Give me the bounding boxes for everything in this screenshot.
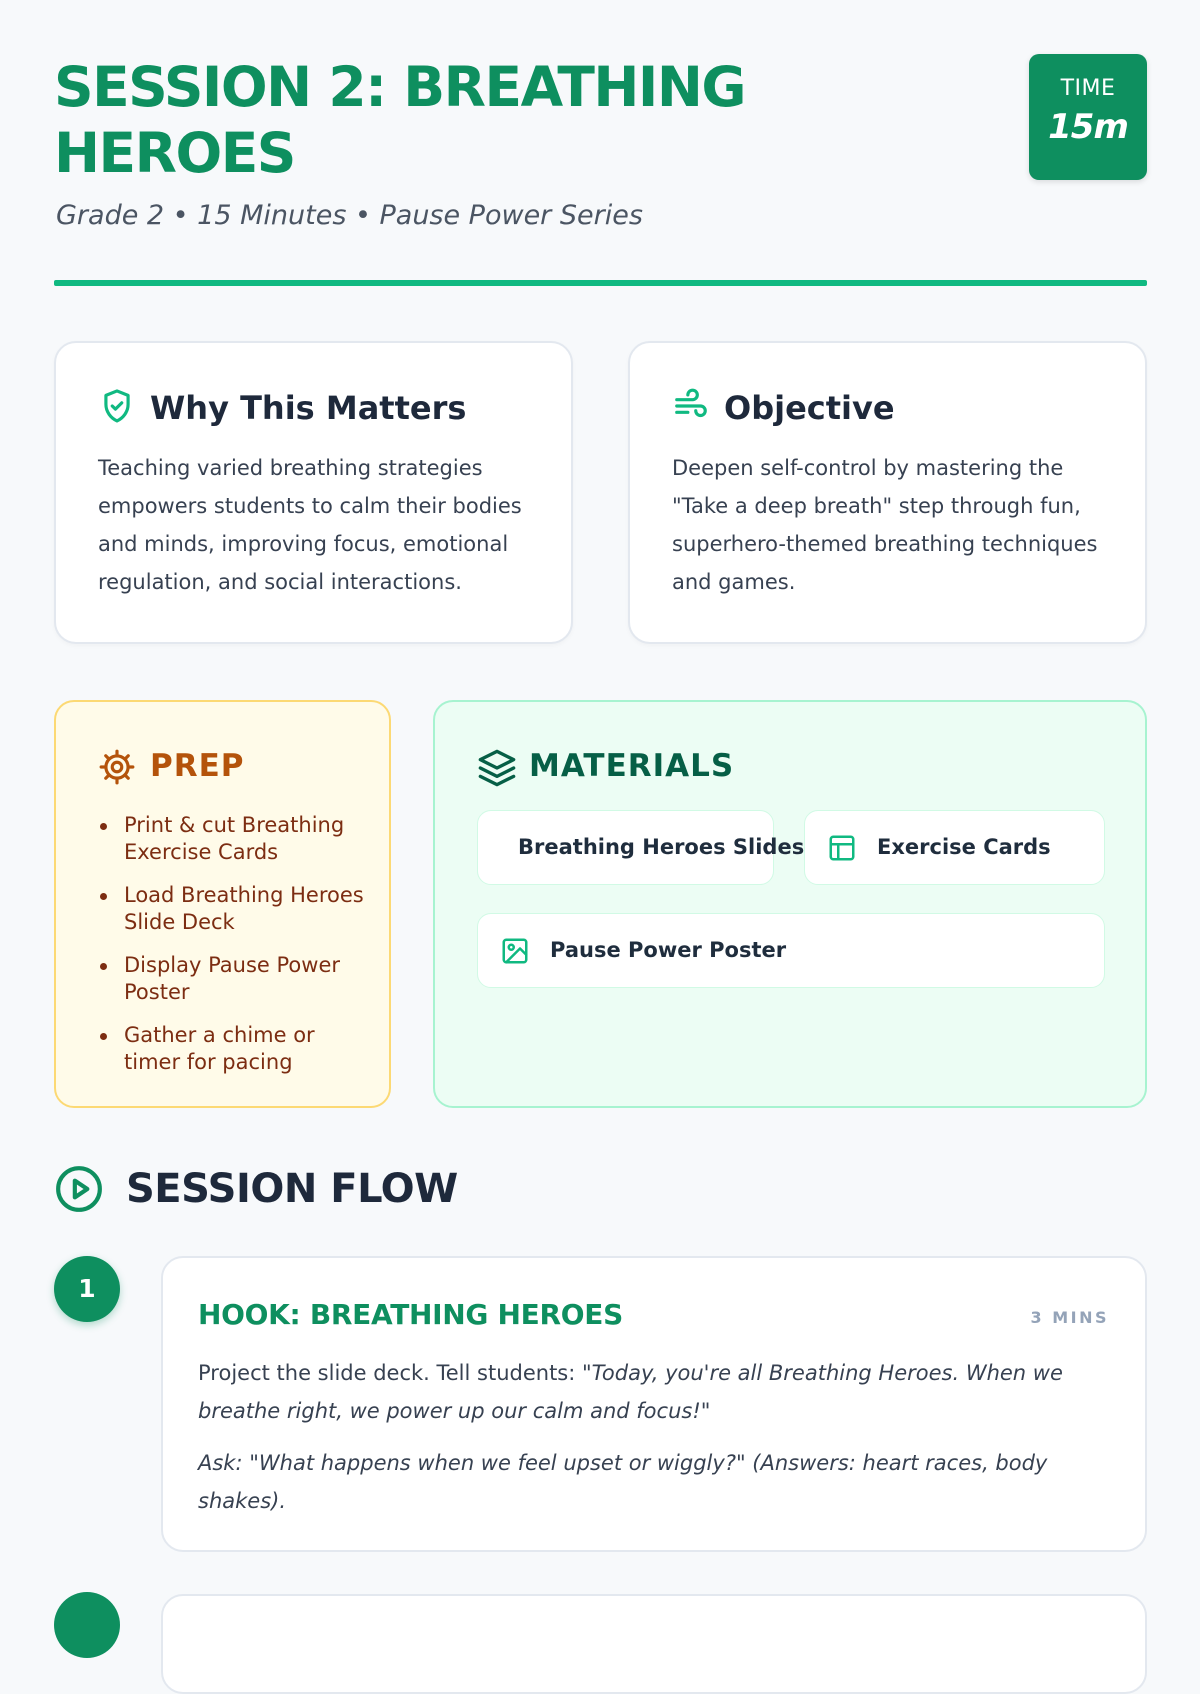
step-duration: 3 MINS [1030, 1308, 1109, 1327]
session-flow-title: SESSION FLOW [126, 1166, 458, 1212]
material-poster[interactable] [477, 913, 1105, 988]
step-number [54, 1592, 120, 1658]
materials-card [433, 700, 1147, 1108]
material-label: Breathing Heroes Slides [518, 835, 805, 859]
materials-title: MATERIALS [529, 748, 735, 784]
prep-item: Print & cut Breathing Exercise Cards [100, 812, 369, 866]
material-label: Pause Power Poster [550, 938, 787, 962]
image-icon [500, 936, 530, 966]
step-card [161, 1256, 1147, 1552]
prep-title: PREP [150, 748, 245, 784]
page-header [54, 54, 1147, 288]
step-card [161, 1594, 1147, 1694]
material-exercise-cards[interactable] [804, 810, 1105, 885]
layers-icon [477, 748, 517, 788]
step-instruction-lead: Project the slide deck. Tell students: [198, 1361, 582, 1385]
step-number: 1 [54, 1256, 120, 1322]
page-title: SESSION 2: BREATHING HEROES [54, 55, 746, 185]
step-title: HOOK: BREATHING HEROES [198, 1298, 623, 1331]
time-badge-value: 15m [1048, 107, 1128, 147]
header-divider [54, 280, 1147, 286]
objective-title: Objective [724, 389, 895, 427]
page-subtitle: Grade 2 • 15 Minutes • Pause Power Series [56, 200, 643, 231]
prep-card [54, 700, 391, 1108]
prep-item: Display Pause Power Poster [100, 952, 369, 1006]
gear-icon [98, 748, 136, 786]
why-card [54, 341, 573, 644]
prep-item: Load Breathing Heroes Slide Deck [100, 882, 369, 936]
material-slides[interactable] [477, 810, 805, 885]
step-instruction [198, 1354, 1085, 1430]
time-badge-label: TIME [1060, 76, 1116, 101]
prep-item: Gather a chime or timer for pacing [100, 1022, 369, 1076]
wind-icon [672, 387, 710, 425]
material-label: Exercise Cards [877, 835, 1051, 859]
why-body: Teaching varied breathing strategies empowers students to calm their bodies and minds, improving focus, emotional regulation, and social interactions. [98, 456, 522, 594]
step-instruction-quote: "Today, you're all Breathing Heroes. When we breathe right, we power up our calm and focus!" [198, 1361, 1063, 1423]
shield-check-icon [98, 387, 136, 425]
step-question: Ask: "What happens when we feel upset or wiggly?" (Answers: heart races, body shakes). [198, 1451, 1048, 1513]
play-circle-icon [54, 1164, 104, 1214]
objective-card [628, 341, 1147, 644]
objective-body: Deepen self-control by mastering the "Take a deep breath" step through fun, superhero-themed breathing techniques and games. [672, 456, 1098, 594]
time-badge [1029, 54, 1147, 180]
why-title: Why This Matters [150, 389, 467, 427]
layout-icon [827, 833, 857, 863]
prep-list [100, 812, 369, 1092]
